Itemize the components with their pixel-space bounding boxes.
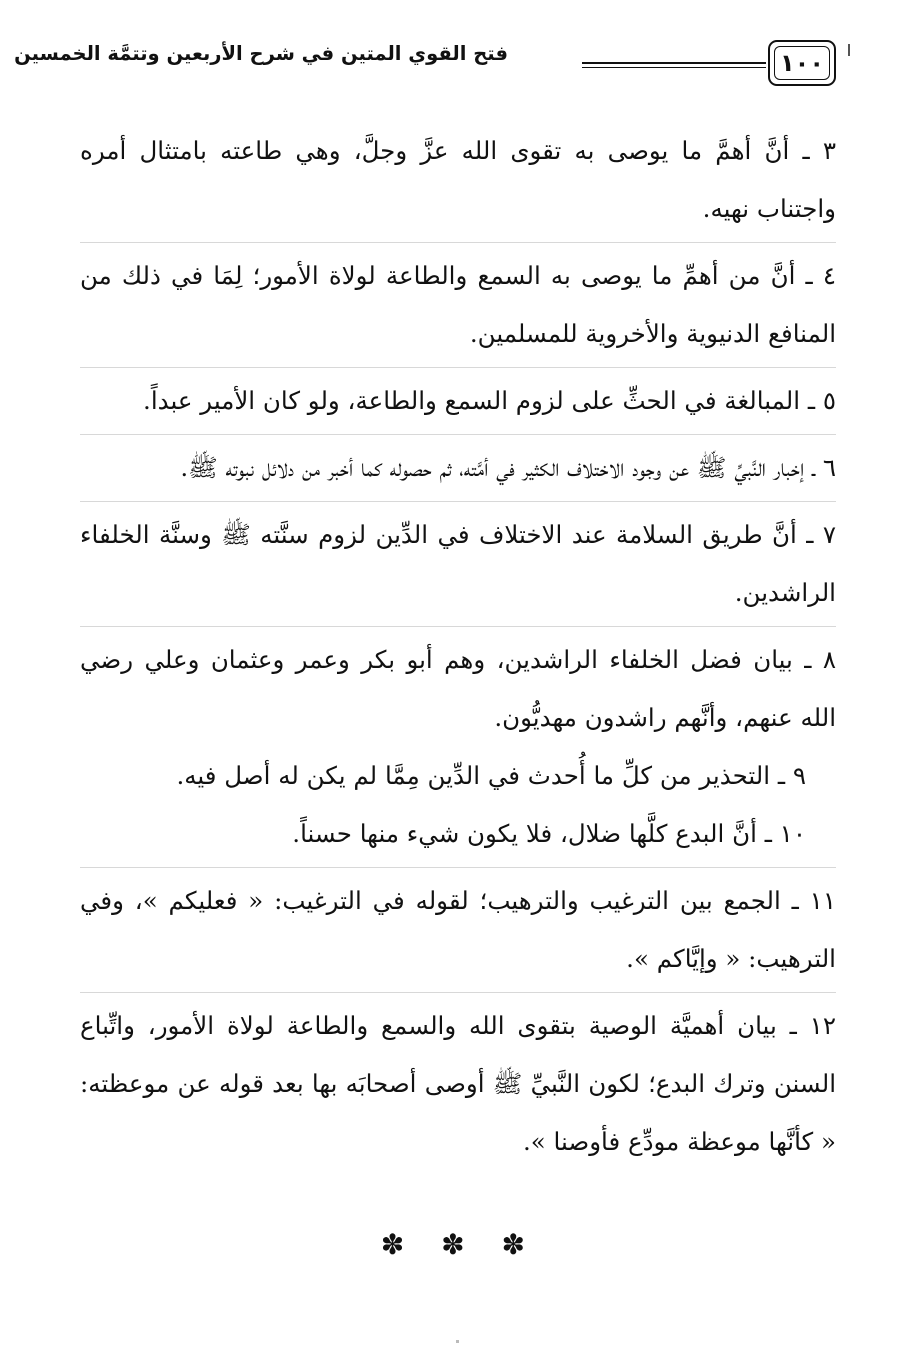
list-item: ١٢ ـ بيان أهميَّة الوصية بتقوى الله والسمع والطاعة لولاة الأمور، واتِّباع السنن وترك البدع؛ لكون النَّبيِّ ﷺ أوصى أصحابَه بها بعد قوله عن موعظته: « كأنَّها موعظة مودِّع فأوصنا ».	[80, 1011, 836, 1156]
item-divider	[80, 434, 836, 435]
list-item: ٣ ـ أنَّ أهمَّ ما يوصى به تقوى الله عزَّ وجلَّ، وهي طاعته بامتثال أمره واجتناب نهيه.	[80, 136, 836, 223]
list-item: ٩ ـ التحذير من كلِّ ما أُحدث في الدِّين مِمَّا لم يكن له أصل فيه.	[176, 761, 806, 790]
benefits-list	[80, 122, 836, 1171]
list-item: ١٠ ـ أنَّ البدع كلَّها ضلال، فلا يكون شيء منها حسناً.	[292, 819, 806, 848]
item-divider	[80, 626, 836, 627]
item-divider	[80, 501, 836, 502]
edge-mark	[848, 44, 850, 56]
list-item: ١١ ـ الجمع بين الترغيب والترهيب؛ لقوله في الترغيب: « فعليكم »، وفي الترهيب: « وإيَّاكم ».	[80, 886, 836, 973]
item-divider	[80, 242, 836, 243]
list-item: ٨ ـ بيان فضل الخلفاء الراشدين، وهم أبو بكر وعمر وعثمان وعلي رضي الله عنهم، وأنَّهم راشدون مهديُّون.	[80, 645, 836, 732]
list-item: ٥ ـ المبالغة في الحثِّ على لزوم السمع والطاعة، ولو كان الأمير عبداً.	[143, 386, 836, 415]
item-divider	[80, 867, 836, 868]
list-item: ٧ ـ أنَّ طريق السلامة عند الاختلاف في الدِّين لزوم سنَّته ﷺ وسنَّة الخلفاء الراشدين.	[80, 520, 836, 607]
section-separator: ✽ ✽ ✽	[380, 1228, 540, 1261]
page-header	[14, 38, 840, 98]
list-item: ٤ ـ أنَّ من أهمِّ ما يوصى به السمع والطاعة لولاة الأمور؛ لِمَا في ذلك من المنافع الدنيوية والأخروية للمسلمين.	[80, 261, 836, 348]
footer-dot	[456, 1340, 459, 1343]
book-title: فتح القوي المتين في شرح الأربعين وتتمَّة الخمسين	[14, 42, 508, 65]
item-divider	[80, 367, 836, 368]
header-rule	[582, 62, 766, 64]
page-number: ١٠٠	[768, 40, 836, 86]
list-item: ٦ ـ إخبار النَّبيِّ ﷺ عن وجود الاختلاف الكثير في أمَّته، ثم حصوله كما أخبر من دلائل نبوته ﷺ.	[180, 453, 836, 482]
item-divider	[80, 992, 836, 993]
